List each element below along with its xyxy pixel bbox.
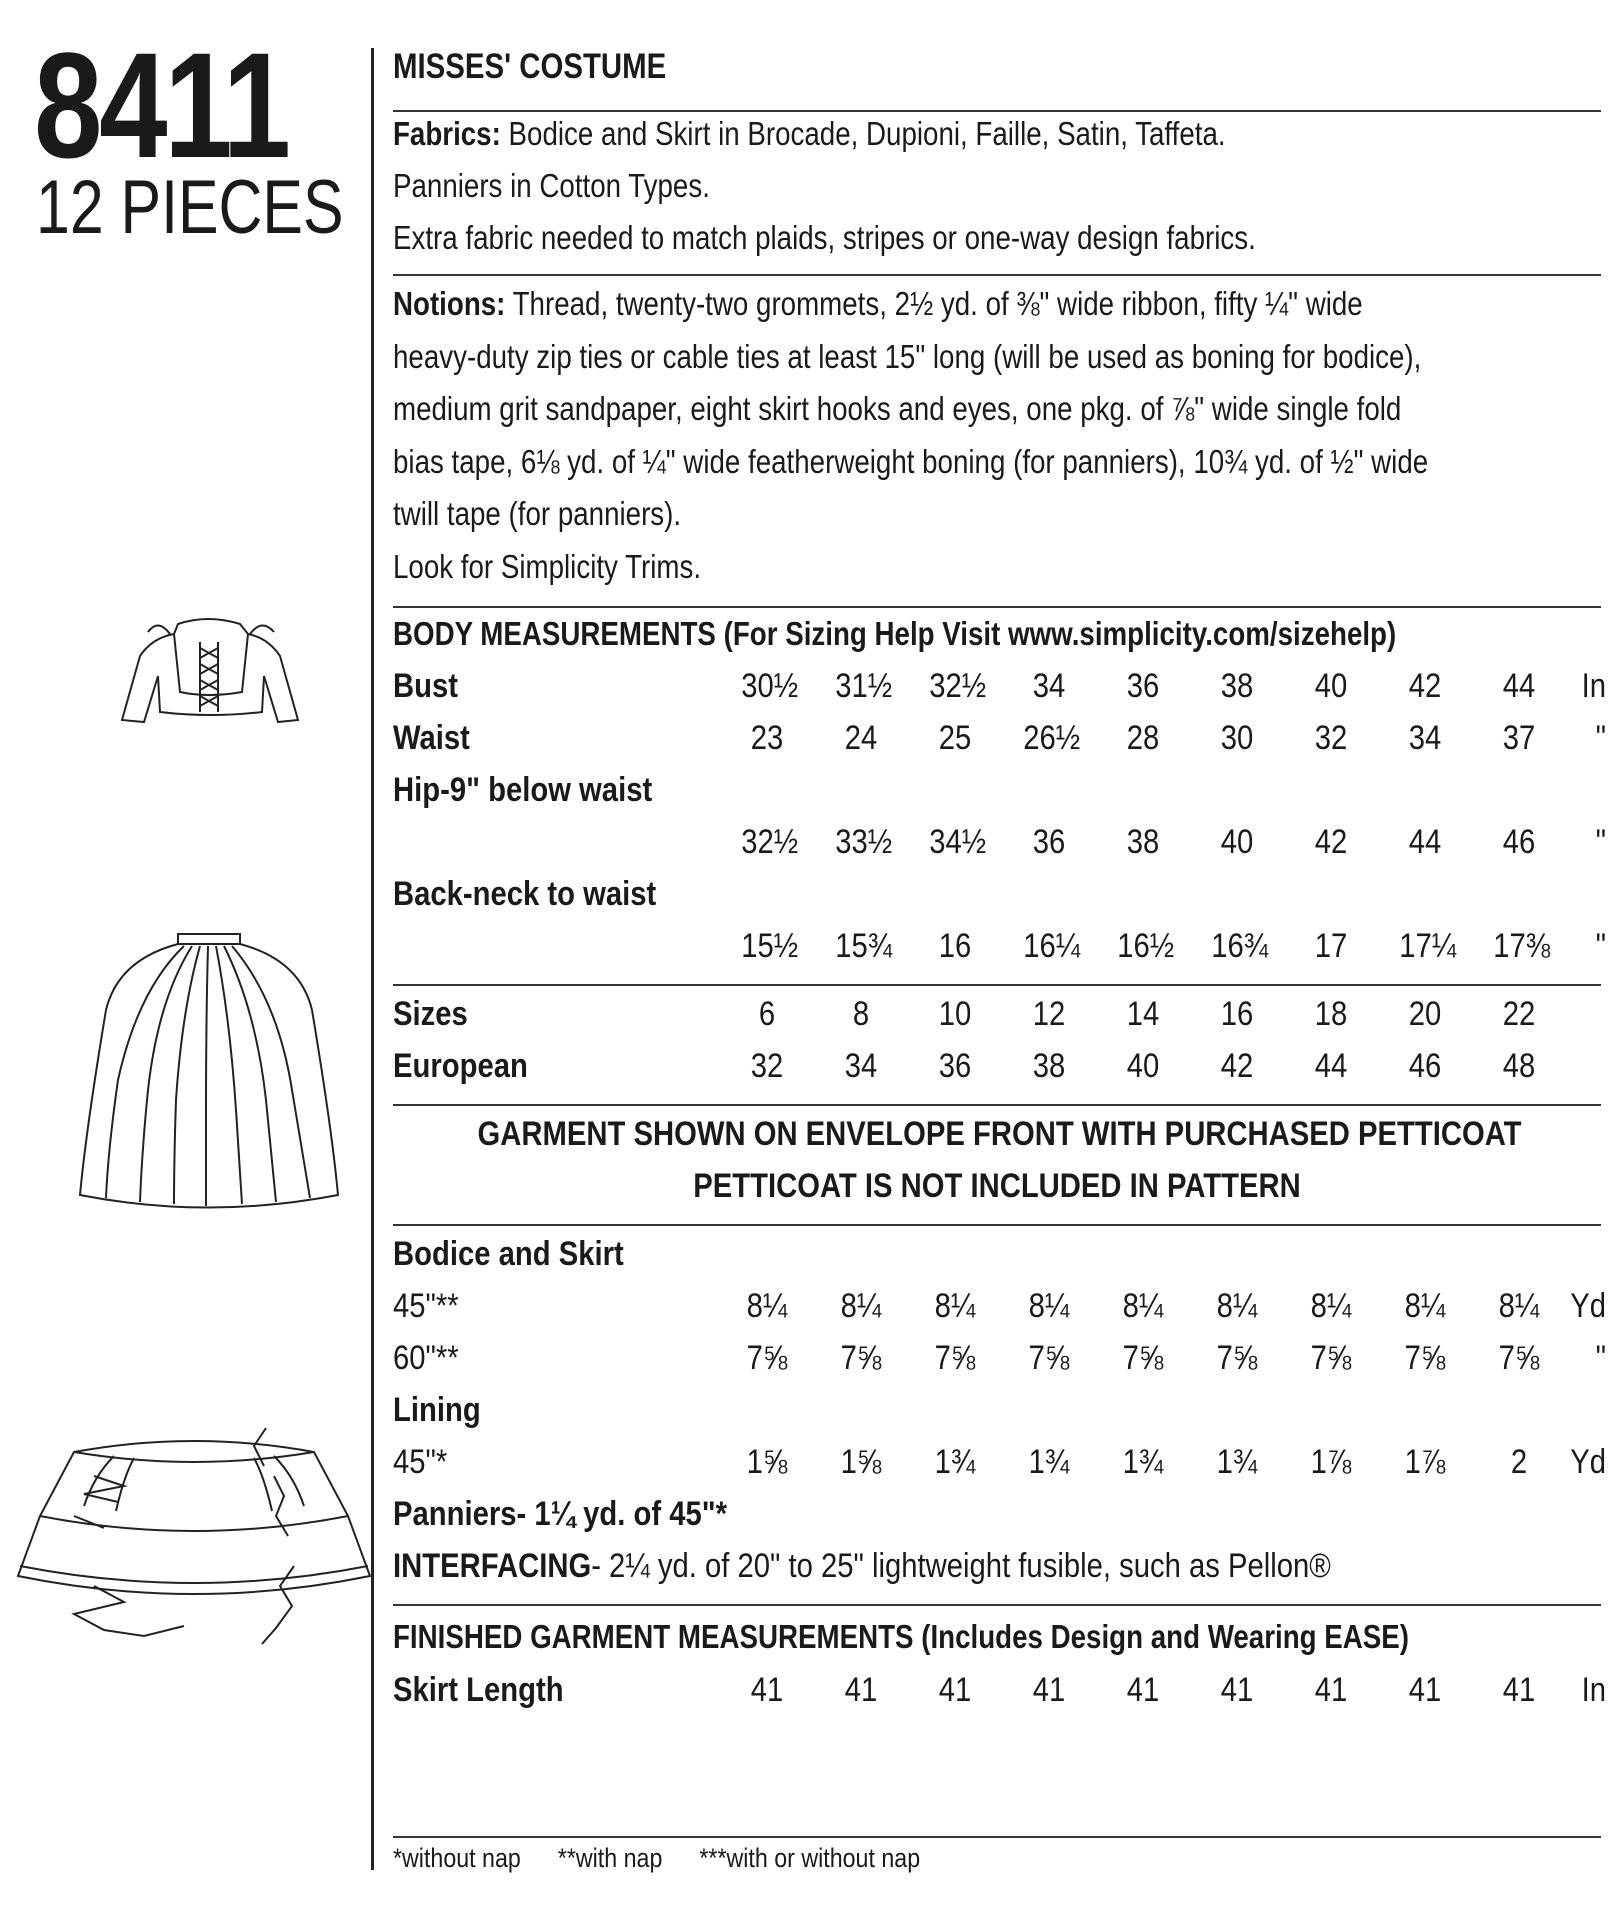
sizes-row xyxy=(393,988,1603,1041)
panniers-text: Panniers- 1¼ yd. of 45"* xyxy=(393,1495,728,1533)
divider xyxy=(393,1224,1601,1226)
value-cell: 8 xyxy=(852,995,870,1033)
value-cell: 1¾ xyxy=(934,1443,976,1481)
value-cell: 34 xyxy=(1408,719,1442,757)
value-cell: 6 xyxy=(758,995,776,1033)
section-label: Bodice and Skirt xyxy=(393,1235,624,1273)
value-cell: 34½ xyxy=(929,823,987,861)
value-cell: 38 xyxy=(1220,667,1254,705)
divider xyxy=(393,1604,1601,1606)
interfacing-label: INTERFACING xyxy=(393,1547,592,1585)
section-label: Lining xyxy=(393,1391,481,1429)
fabrics-text-1: Bodice and Skirt in Brocade, Dupioni, Faille, Satin, Taffeta. xyxy=(508,115,1226,152)
fabrics-line-3: Extra fabric needed to match plaids, stripes or one-way design fabrics. xyxy=(393,219,1256,256)
value-cell: 41 xyxy=(1032,1671,1066,1709)
value-cell: 16 xyxy=(938,927,972,965)
footer-notes xyxy=(393,1840,920,1876)
value-cell: 38 xyxy=(1032,1047,1066,1085)
value-cell: 7⅝ xyxy=(746,1339,788,1377)
value-cell: 40 xyxy=(1314,667,1348,705)
value-cell: 7⅝ xyxy=(1028,1339,1070,1377)
value-cell: 32 xyxy=(750,1047,784,1085)
value-cell: 36 xyxy=(1032,823,1066,861)
row-label: Sizes xyxy=(393,995,468,1033)
panniers-illustration xyxy=(14,1416,374,1648)
interfacing-row xyxy=(393,1540,1603,1593)
interfacing-text: - 2¼ yd. of 20" to 25" lightweight fusible, such as Pellon® xyxy=(591,1547,1331,1585)
value-cell: 41 xyxy=(750,1671,784,1709)
value-cell: 15½ xyxy=(741,927,799,965)
fabrics-line-1 xyxy=(393,107,1226,160)
value-cell: 8¼ xyxy=(1310,1287,1352,1325)
notions-line-3: medium grit sandpaper, eight skirt hooks and eyes, one pkg. of ⅞" wide single fold xyxy=(393,390,1402,427)
yardage-60-row xyxy=(393,1332,1606,1385)
value-cell: 7⅝ xyxy=(1404,1339,1446,1377)
pieces-count: 12 PIECES xyxy=(36,165,344,250)
value-cell: 7⅝ xyxy=(840,1339,882,1377)
value-cell: 24 xyxy=(844,719,878,757)
footnote-with-nap: **with nap xyxy=(557,1843,663,1873)
hip-row xyxy=(393,816,1606,869)
value-cell: 12 xyxy=(1032,995,1066,1033)
value-cell: 37 xyxy=(1502,719,1536,757)
notice-line-2: PETTICOAT IS NOT INCLUDED IN PATTERN xyxy=(693,1167,1301,1205)
value-cell: 7⅝ xyxy=(1498,1339,1540,1377)
value-cell: 42 xyxy=(1408,667,1442,705)
value-cell: 46 xyxy=(1408,1047,1442,1085)
value-cell: 1⅝ xyxy=(840,1443,882,1481)
value-cell: 30½ xyxy=(741,667,799,705)
unit-cell: Yd xyxy=(1570,1443,1606,1481)
unit-cell: In xyxy=(1581,667,1606,705)
value-cell: 41 xyxy=(1220,1671,1254,1709)
value-cell: 32 xyxy=(1314,719,1348,757)
body-measurements-title: BODY MEASUREMENTS xyxy=(393,615,716,652)
value-cell: 41 xyxy=(1126,1671,1160,1709)
bodice-skirt-heading xyxy=(393,1228,1603,1281)
row-label: Waist xyxy=(393,719,470,757)
value-cell: 8¼ xyxy=(746,1287,788,1325)
row-label: European xyxy=(393,1047,528,1085)
unit-cell: " xyxy=(1595,927,1606,965)
value-cell: 16¾ xyxy=(1211,927,1269,965)
lining-45-row xyxy=(393,1436,1606,1489)
value-cell: 41 xyxy=(1502,1671,1536,1709)
value-cell: 40 xyxy=(1126,1047,1160,1085)
notions-line-1 xyxy=(393,277,1363,330)
value-cell: 14 xyxy=(1126,995,1160,1033)
value-cell: 25 xyxy=(938,719,972,757)
value-cell: 23 xyxy=(750,719,784,757)
row-label: Back-neck to waist xyxy=(393,875,657,913)
value-cell: 1⅞ xyxy=(1310,1443,1352,1481)
value-cell: 44 xyxy=(1408,823,1442,861)
value-cell: 22 xyxy=(1502,995,1536,1033)
value-cell: 40 xyxy=(1220,823,1254,861)
notions-line-6: Look for Simplicity Trims. xyxy=(393,548,702,585)
value-cell: 41 xyxy=(1408,1671,1442,1709)
value-cell: 28 xyxy=(1126,719,1160,757)
value-cell: 42 xyxy=(1220,1047,1254,1085)
value-cell: 17¼ xyxy=(1399,927,1457,965)
row-label: 60"** xyxy=(393,1339,459,1377)
lining-heading xyxy=(393,1384,1603,1437)
panniers-row xyxy=(393,1488,1603,1541)
divider xyxy=(393,274,1601,276)
row-label: Skirt Length xyxy=(393,1671,564,1709)
value-cell: 34 xyxy=(844,1047,878,1085)
unit-cell: Yd xyxy=(1570,1287,1606,1325)
row-label: Bust xyxy=(393,667,458,705)
unit-cell: " xyxy=(1595,719,1606,757)
value-cell: 7⅝ xyxy=(934,1339,976,1377)
notions-line-5: twill tape (for panniers). xyxy=(393,495,682,532)
value-cell: 16 xyxy=(1220,995,1254,1033)
value-cell: 38 xyxy=(1126,823,1160,861)
value-cell: 8¼ xyxy=(1122,1287,1164,1325)
value-cell: 16¼ xyxy=(1023,927,1081,965)
value-cell: 30 xyxy=(1220,719,1254,757)
value-cell: 1¾ xyxy=(1122,1443,1164,1481)
row-label: 45"** xyxy=(393,1287,459,1325)
yardage-45-row xyxy=(393,1280,1606,1333)
value-cell: 8¼ xyxy=(1498,1287,1540,1325)
value-cell: 32½ xyxy=(929,667,987,705)
notions-line-2: heavy-duty zip ties or cable ties at least 15" long (will be used as boning for bodice), xyxy=(393,338,1422,375)
value-cell: 41 xyxy=(938,1671,972,1709)
value-cell: 44 xyxy=(1502,667,1536,705)
fabrics-label: Fabrics: xyxy=(393,115,501,152)
back-neck-row xyxy=(393,920,1606,973)
back-neck-label-row xyxy=(393,868,1603,921)
unit-cell: In xyxy=(1581,1671,1606,1709)
pattern-title: MISSES' COSTUME xyxy=(393,47,667,86)
value-cell: 41 xyxy=(844,1671,878,1709)
divider xyxy=(393,1104,1601,1106)
skirt-length-row xyxy=(393,1664,1606,1717)
value-cell: 7⅝ xyxy=(1122,1339,1164,1377)
value-cell: 1⅝ xyxy=(746,1443,788,1481)
notice-line-1: GARMENT SHOWN ON ENVELOPE FRONT WITH PURCHASED PETTICOAT xyxy=(477,1115,1522,1153)
value-cell: 8¼ xyxy=(1028,1287,1070,1325)
value-cell: 8¼ xyxy=(1404,1287,1446,1325)
value-cell: 20 xyxy=(1408,995,1442,1033)
fabrics-line-2: Panniers in Cotton Types. xyxy=(393,167,710,204)
value-cell: 26½ xyxy=(1023,719,1081,757)
waist-row xyxy=(393,712,1606,765)
value-cell: 32½ xyxy=(741,823,799,861)
value-cell: 10 xyxy=(938,995,972,1033)
value-cell: 2 xyxy=(1510,1443,1528,1481)
finished-title: FINISHED GARMENT MEASUREMENTS xyxy=(393,1618,914,1655)
value-cell: 31½ xyxy=(835,667,893,705)
value-cell: 16½ xyxy=(1117,927,1175,965)
hip-label-row xyxy=(393,764,1603,817)
value-cell: 41 xyxy=(1314,1671,1348,1709)
value-cell: 48 xyxy=(1502,1047,1536,1085)
footnote-without-nap: *without nap xyxy=(393,1843,521,1873)
value-cell: 42 xyxy=(1314,823,1348,861)
value-cell: 17 xyxy=(1314,927,1348,965)
body-measurements-heading xyxy=(393,607,1396,660)
value-cell: 44 xyxy=(1314,1047,1348,1085)
notions-text-1: Thread, twenty-two grommets, 2½ yd. of ⅜" wide ribbon, fifty ¼" wide xyxy=(512,285,1363,322)
value-cell: 17⅜ xyxy=(1493,927,1551,965)
value-cell: 8¼ xyxy=(934,1287,976,1325)
skirt-illustration xyxy=(78,930,340,1215)
value-cell: 1¾ xyxy=(1028,1443,1070,1481)
bodice-illustration xyxy=(108,612,313,730)
sizing-help-note: (For Sizing Help Visit www.simplicity.com/sizehelp) xyxy=(723,615,1397,652)
notions-label: Notions: xyxy=(393,285,506,322)
unit-cell: " xyxy=(1595,1339,1606,1377)
value-cell: 46 xyxy=(1502,823,1536,861)
pattern-number: 8411 xyxy=(34,21,288,189)
value-cell: 7⅝ xyxy=(1310,1339,1352,1377)
row-label: 45"* xyxy=(393,1443,448,1481)
divider xyxy=(393,1836,1601,1838)
value-cell: 1⅞ xyxy=(1404,1443,1446,1481)
divider xyxy=(393,984,1601,986)
value-cell: 34 xyxy=(1032,667,1066,705)
footnote-with-or-without-nap: ***with or without nap xyxy=(699,1843,921,1873)
value-cell: 15¾ xyxy=(835,927,893,965)
bust-row xyxy=(393,660,1606,713)
unit-cell: " xyxy=(1595,823,1606,861)
value-cell: 7⅝ xyxy=(1216,1339,1258,1377)
value-cell: 18 xyxy=(1314,995,1348,1033)
value-cell: 33½ xyxy=(835,823,893,861)
finished-note: (Includes Design and Wearing EASE) xyxy=(921,1618,1410,1655)
notions-line-4: bias tape, 6⅛ yd. of ¼" wide featherweight boning (for panniers), 10¾ yd. of ½" wide xyxy=(393,443,1429,480)
interfacing-line xyxy=(393,1540,1331,1593)
value-cell: 36 xyxy=(1126,667,1160,705)
value-cell: 8¼ xyxy=(840,1287,882,1325)
value-cell: 36 xyxy=(938,1047,972,1085)
value-cell: 1¾ xyxy=(1216,1443,1258,1481)
finished-heading xyxy=(393,1610,1409,1663)
european-row xyxy=(393,1040,1603,1093)
row-label: Hip-9" below waist xyxy=(393,771,653,809)
value-cell: 8¼ xyxy=(1216,1287,1258,1325)
